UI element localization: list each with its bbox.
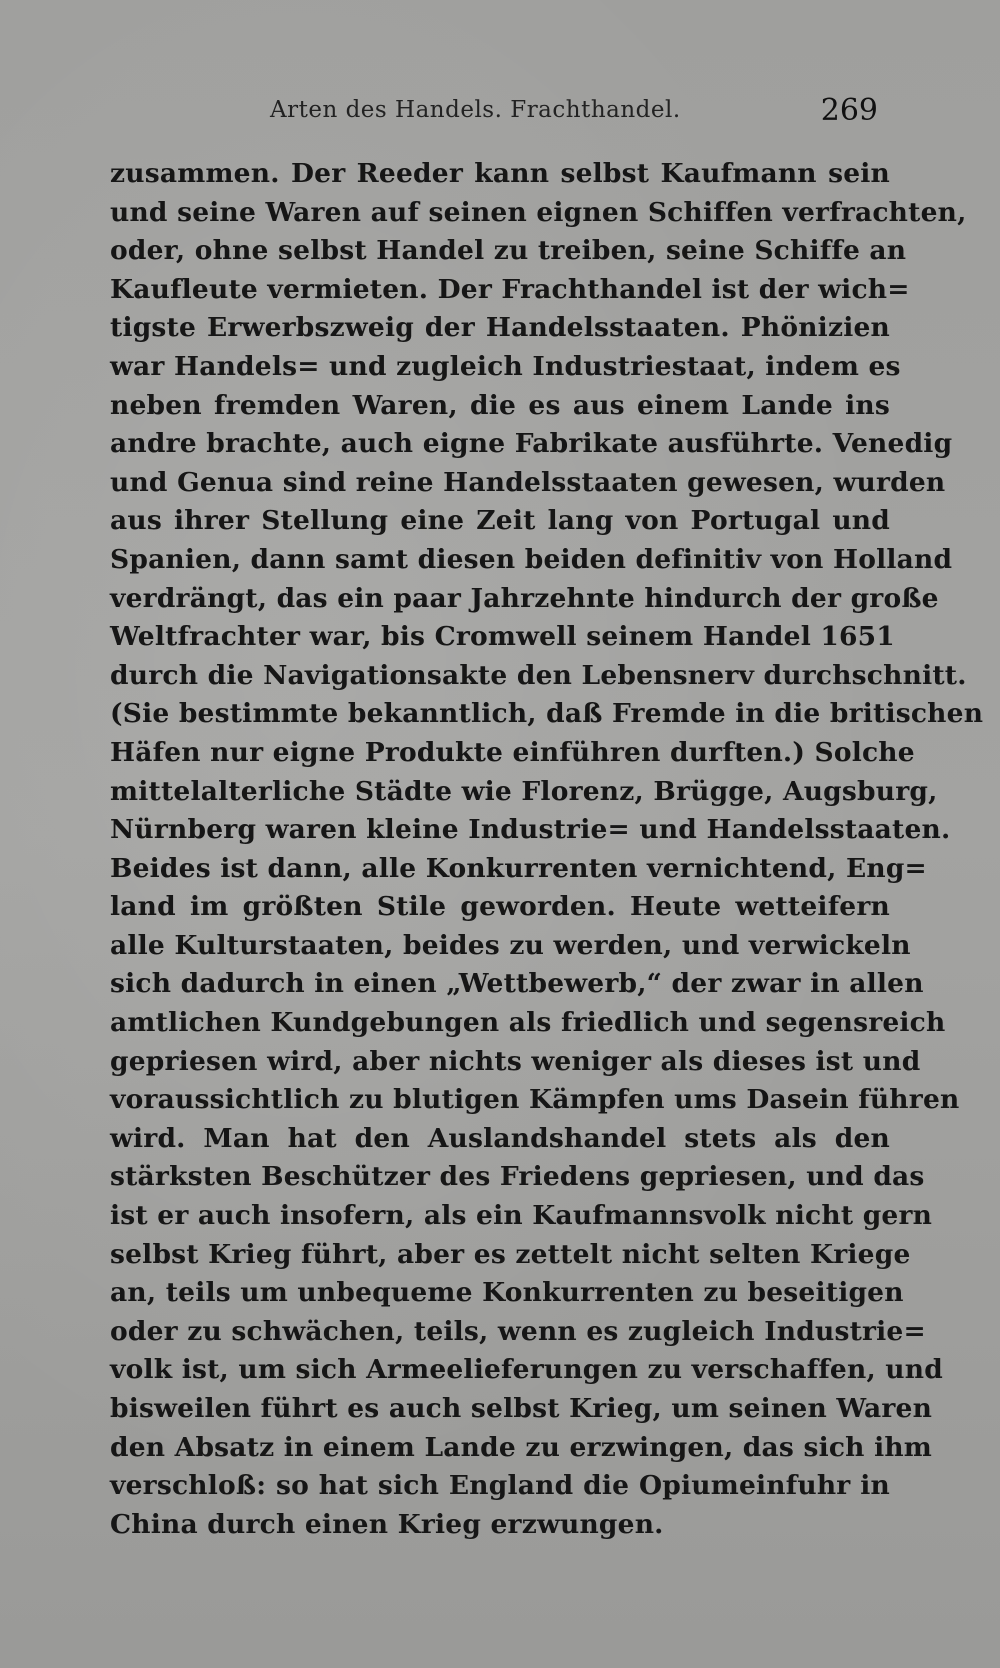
- text-line: voraussichtlich zu blutigen Kämpfen ums Dasein führen: [110, 1084, 960, 1116]
- text-line: tigste Erwerbszweig der Handelsstaaten. Phönizien: [110, 312, 890, 344]
- page-header: [270, 93, 890, 133]
- text-line: war Handels= und zugleich Industriestaat, indem es: [110, 350, 901, 382]
- text-line: den Absatz in einem Lande zu erzwingen, das sich ihm: [110, 1431, 933, 1463]
- text-line: mittelalterliche Städte wie Florenz, Brügge, Augsburg,: [110, 775, 938, 807]
- text-line: durch die Navigationsakte den Lebensnerv durchschnitt.: [110, 659, 967, 691]
- text-line: zusammen. Der Reeder kann selbst Kaufmann sein: [110, 158, 890, 189]
- text-line: verschloß: so hat sich England die Opiumeinfuhr in: [110, 1470, 890, 1502]
- text-line: Spanien, dann samt diesen beiden definitiv von Holland: [110, 543, 953, 575]
- text-line: ist er auch insofern, als ein Kaufmannsvolk nicht gern: [110, 1200, 933, 1232]
- page-number: 269: [820, 93, 878, 128]
- text-line: Weltfrachter war, bis Cromwell seinem Handel 1651: [110, 621, 895, 653]
- text-line: Häfen nur eigne Produkte einführen durften.) Solche: [110, 736, 915, 768]
- text-line: verdrängt, das ein paar Jahrzehnte hindurch der große: [110, 582, 939, 614]
- text-line: gepriesen wird, aber nichts weniger als dieses ist und: [110, 1045, 921, 1077]
- text-line: Beides ist dann, alle Konkurrenten vernichtend, Eng=: [110, 852, 927, 884]
- text-line: an, teils um unbequeme Konkurrenten zu beseitigen: [110, 1277, 904, 1309]
- text-line: sich dadurch in einen „Wettbewerb,“ der zwar in allen: [110, 968, 924, 1000]
- text-line: land im größten Stile geworden. Heute wetteifern: [110, 891, 890, 923]
- text-line: amtlichen Kundgebungen als friedlich und segensreich: [110, 1007, 946, 1039]
- text-line: oder, ohne selbst Handel zu treiben, seine Schiffe an: [110, 235, 907, 267]
- text-line: alle Kulturstaaten, beides zu werden, und verwickeln: [110, 929, 911, 961]
- text-line: neben fremden Waren, die es aus einem Lande ins: [110, 389, 890, 421]
- text-line: wird. Man hat den Auslandshandel stets als den: [110, 1122, 890, 1154]
- text-line: Kaufleute vermieten. Der Frachthandel ist der wich=: [110, 273, 910, 305]
- running-head: Arten des Handels. Frachthandel.: [270, 97, 681, 123]
- text-line: oder zu schwächen, teils, wenn es zugleich Industrie=: [110, 1315, 926, 1347]
- text-line: Nürnberg waren kleine Industrie= und Handelsstaaten.: [110, 814, 951, 846]
- text-line: volk ist, um sich Armeelieferungen zu verschaffen, und: [110, 1354, 943, 1386]
- body-text: [110, 155, 984, 1544]
- text-line: China durch einen Krieg erzwungen.: [110, 1508, 664, 1540]
- text-line: aus ihrer Stellung eine Zeit lang von Portugal und: [110, 505, 890, 537]
- text-line: (Sie bestimmte bekanntlich, daß Fremde in die britischen: [110, 698, 984, 730]
- text-line: selbst Krieg führt, aber es zettelt nicht selten Kriege: [110, 1238, 911, 1270]
- text-line: bisweilen führt es auch selbst Krieg, um seinen Waren: [110, 1393, 933, 1424]
- text-line: und Genua sind reine Handelsstaaten gewesen, wurden: [110, 466, 946, 498]
- text-line: und seine Waren auf seinen eignen Schiffen verfrachten,: [110, 196, 967, 228]
- text-line: stärksten Beschützer des Friedens gepriesen, und das: [110, 1161, 925, 1193]
- text-line: andre brachte, auch eigne Fabrikate ausführte. Venedig: [110, 428, 953, 460]
